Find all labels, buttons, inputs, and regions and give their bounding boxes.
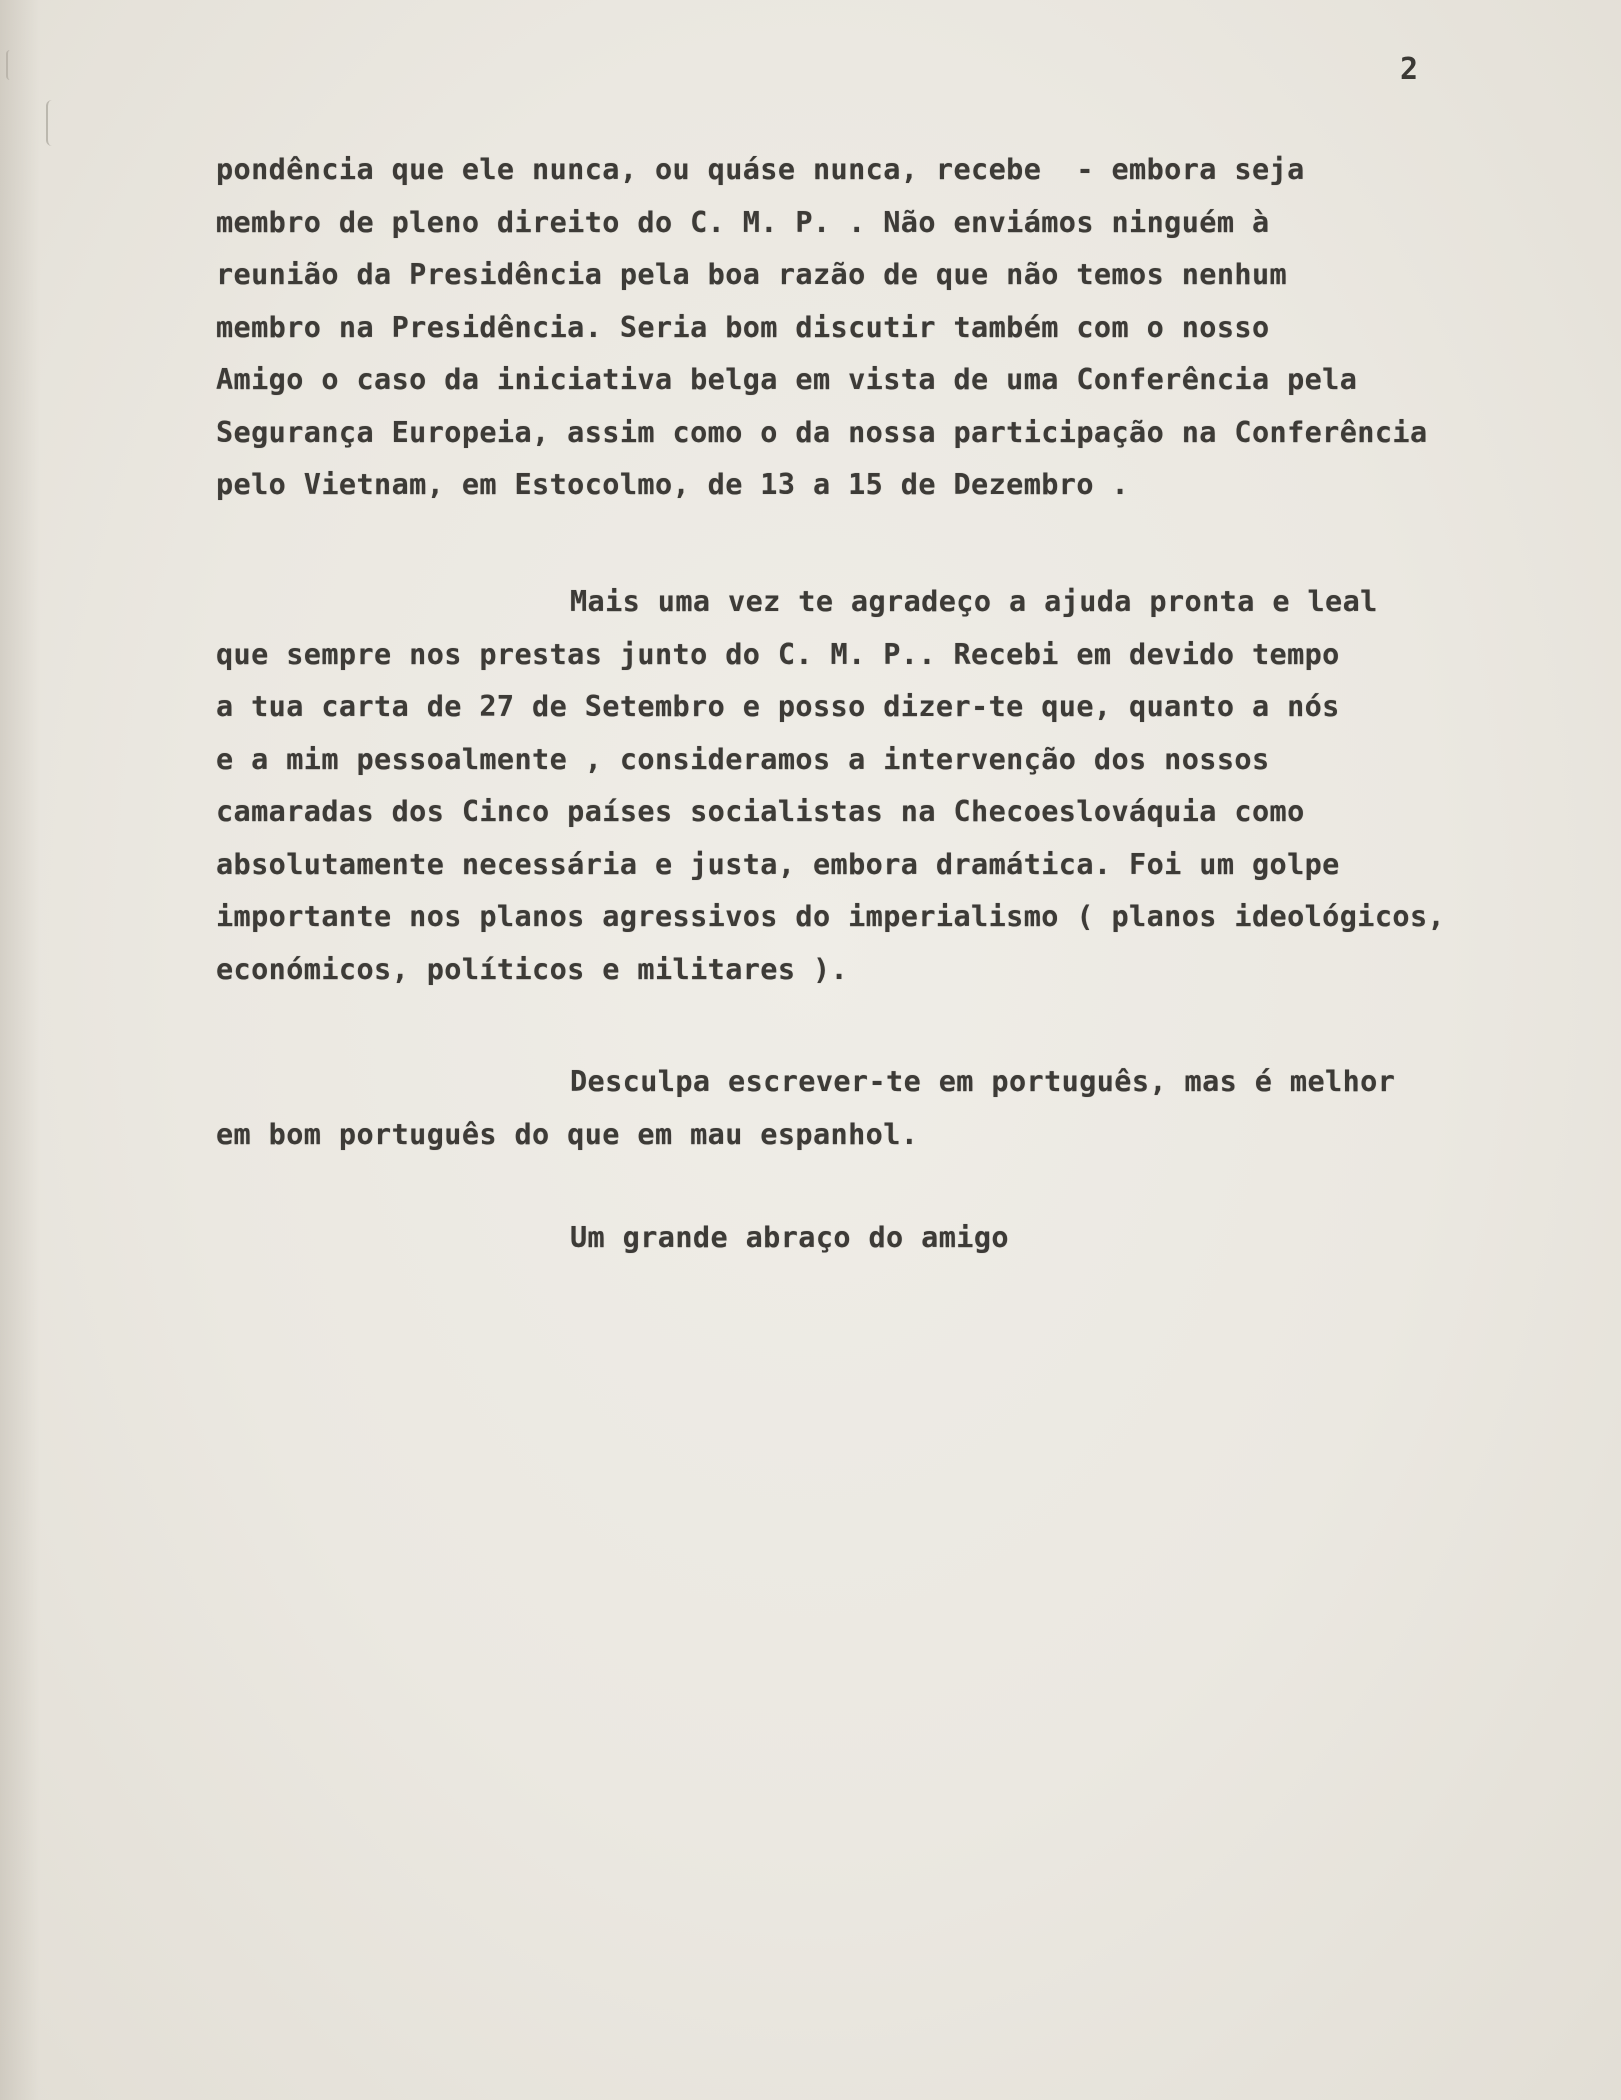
- text-line: a tua carta de 27 de Setembro e posso dizer-te que, quanto a nós: [216, 690, 1340, 723]
- margin-mark: [46, 100, 58, 146]
- closing-paragraph: [216, 1212, 1596, 1265]
- text-line: em bom português do que em mau espanhol.: [216, 1117, 919, 1151]
- page-edge-shadow: [0, 0, 40, 2100]
- text-line: importante nos planos agressivos do imperialismo ( planos ideológicos,: [216, 900, 1446, 933]
- paragraph-2: [216, 576, 1596, 996]
- text-line: Amigo o caso da iniciativa belga em vista de uma Conferência pela: [216, 363, 1358, 396]
- text-line: que sempre nos prestas junto do C. M. P.. Recebi em devido tempo: [216, 637, 1340, 671]
- paragraph-1: [216, 144, 1596, 512]
- margin-mark-top: [6, 50, 16, 80]
- text-line: económicos, políticos e militares ).: [216, 952, 849, 986]
- text-line: Segurança Europeia, assim como o da nossa participação na Conferência: [216, 415, 1428, 449]
- text-line: absolutamente necessária e justa, embora dramática. Foi um golpe: [216, 847, 1340, 881]
- text-line: membro na Presidência. Seria bom discutir também com o nosso: [216, 310, 1270, 344]
- page-number: 2: [1400, 52, 1419, 87]
- closing-line: Um grande abraço do amigo: [570, 1221, 1009, 1254]
- text-line: reunião da Presidência pela boa razão de que não temos nenhum: [216, 258, 1288, 291]
- text-line: camaradas dos Cinco países socialistas na Checoeslováquia como: [216, 795, 1305, 828]
- text-line: e a mim pessoalmente , consideramos a intervenção dos nossos: [216, 742, 1270, 776]
- text-line: pelo Vietnam, em Estocolmo, de 13 a 15 de Dezembro .: [216, 468, 1130, 501]
- text-line-indented: Mais uma vez te agradeço a ajuda pronta e leal: [570, 585, 1378, 618]
- paragraph-3: [216, 1056, 1596, 1161]
- text-line: membro de pleno direito do C. M. P. . Não enviámos ninguém à: [216, 205, 1270, 239]
- text-line-indented: Desculpa escrever-te em português, mas é melhor: [570, 1065, 1396, 1098]
- text-line: pondência que ele nunca, ou quáse nunca, recebe - embora seja: [216, 153, 1305, 186]
